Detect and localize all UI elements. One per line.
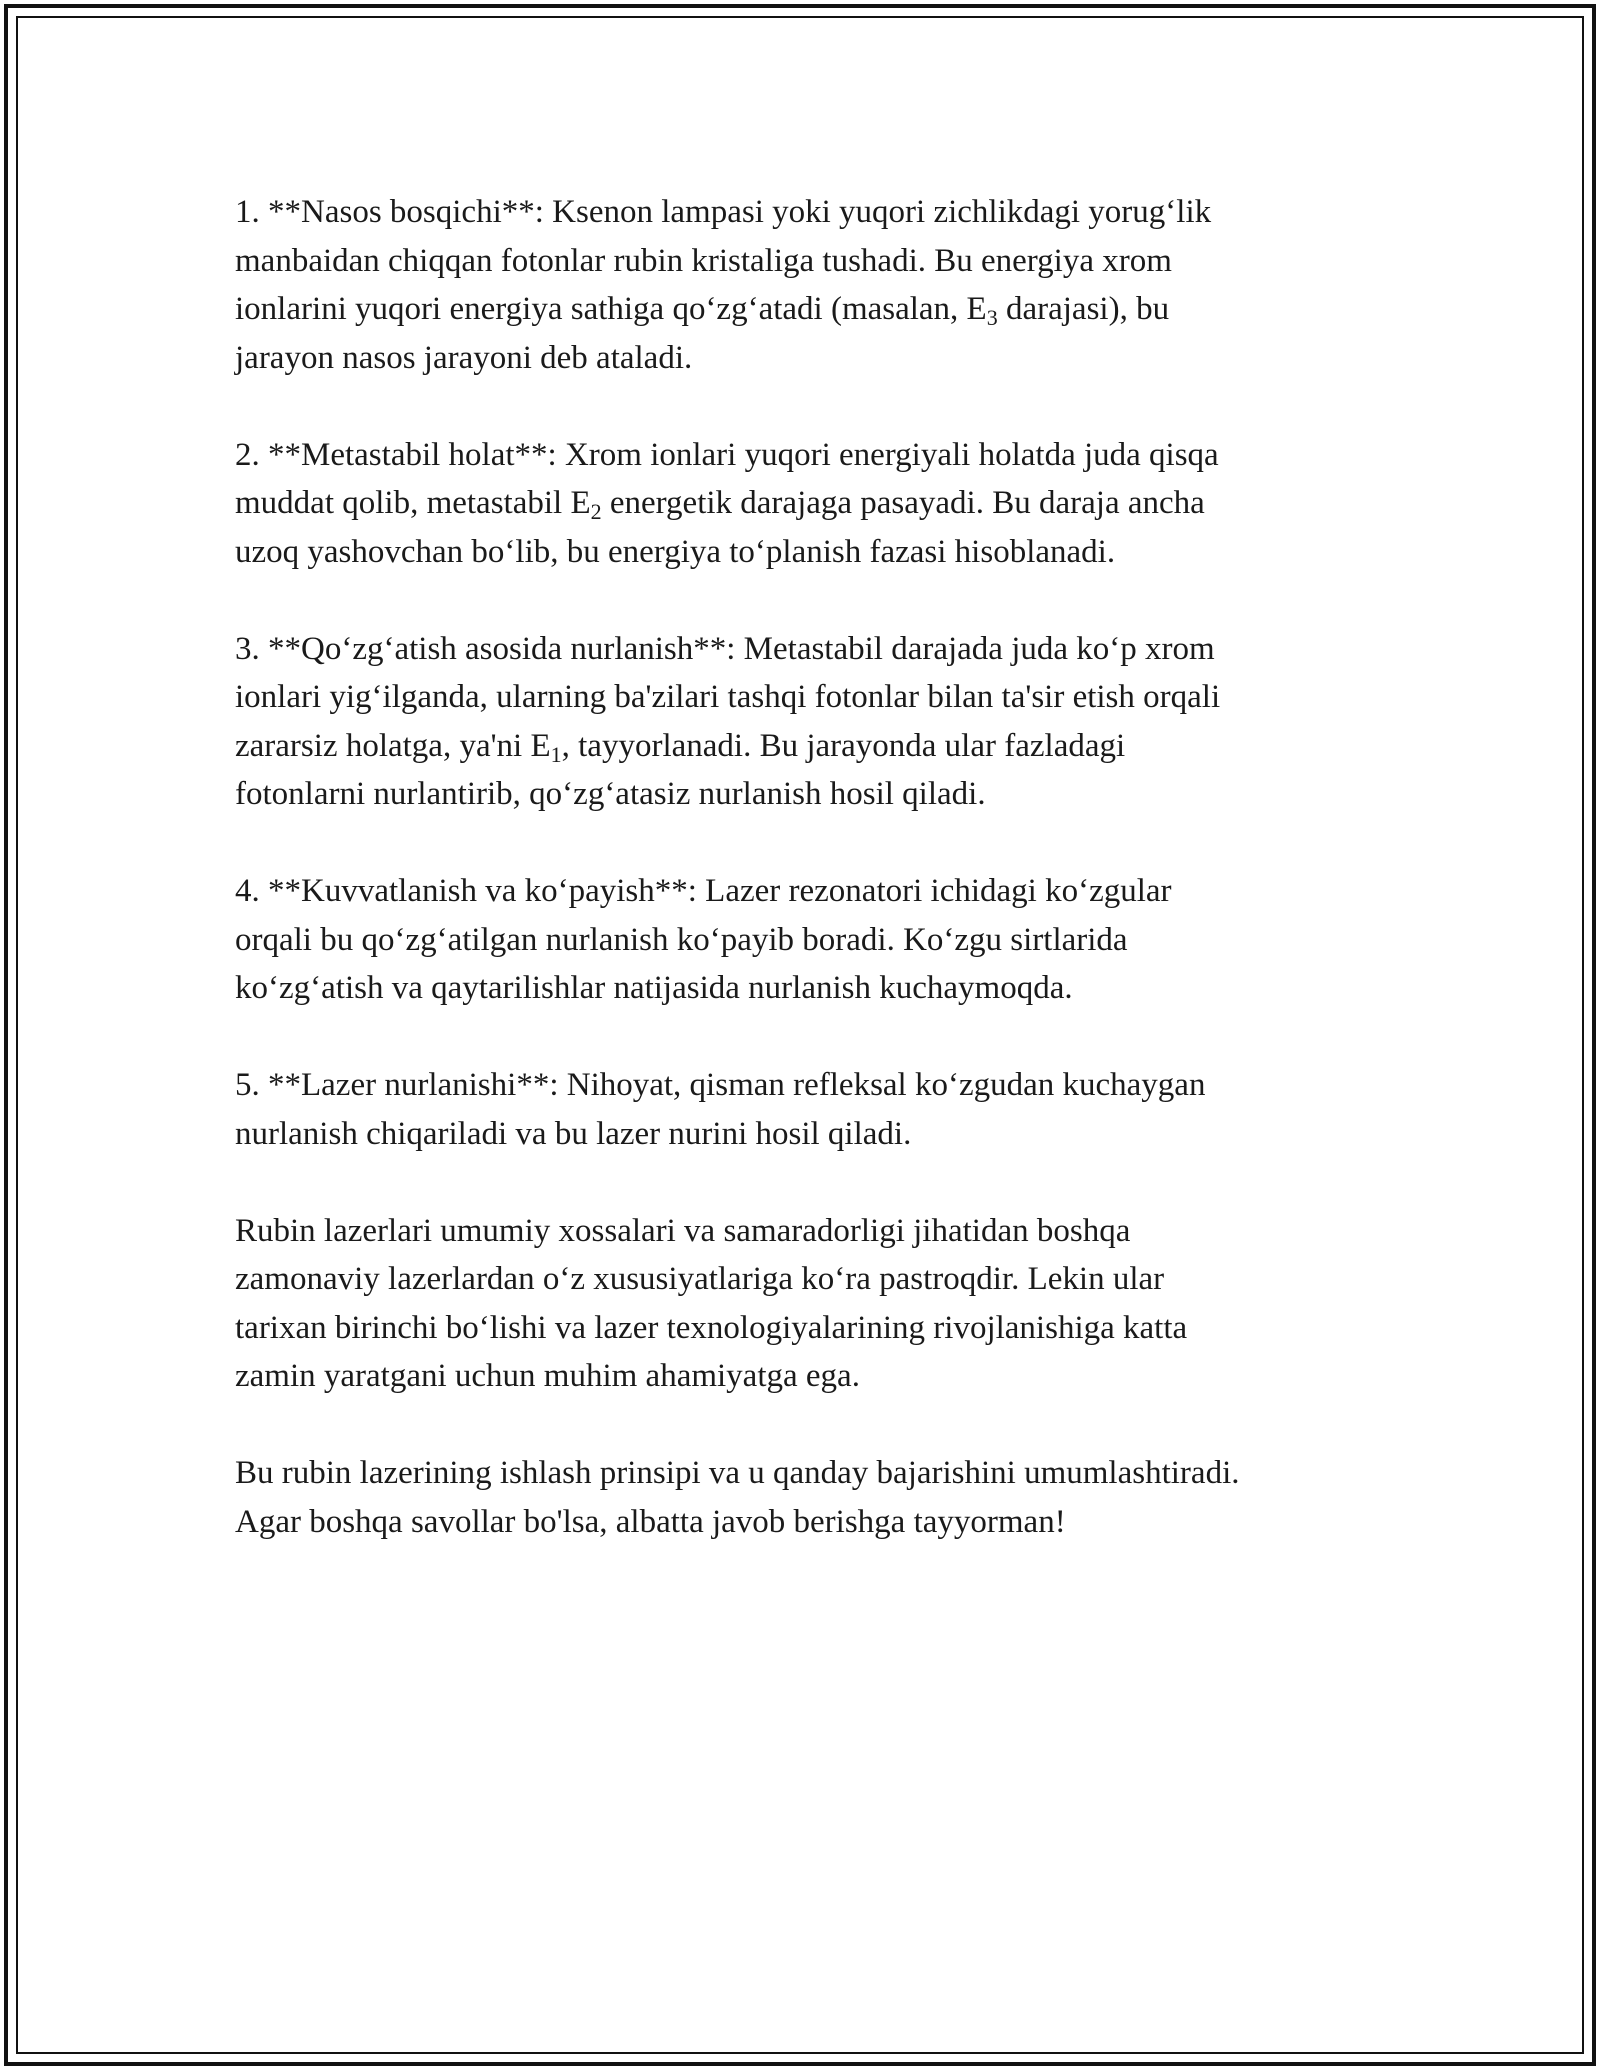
text-run: darajasi), bu [997, 291, 1170, 327]
text-line: 2. **Metastabil holat**: Xrom ionlari yuqori energiyali holatda juda qisqa [235, 436, 1219, 473]
paragraph-step-4 [235, 867, 1375, 1013]
subscript: 2 [590, 499, 602, 524]
text-line: 1. **Nasos bosqichi**: Ksenon lampasi yoki yuqori zichlikdagi yorugʻlik [235, 194, 1212, 230]
text-line: 4. **Kuvvatlanish va koʻpayish**: Lazer rezonatori ichidagi koʻzgular [235, 873, 1172, 909]
text-line: Rubin lazerlari umumiy xossalari va samaradorligi jihatidan boshqa [235, 1212, 1131, 1249]
text-line: 3. **Qoʻzgʻatish asosida nurlanish**: Metastabil darajada juda koʻp xrom [235, 630, 1215, 667]
text-line: koʻzgʻatish va qaytarilishlar natijasida nurlanish kuchaymoqda. [235, 970, 1073, 1006]
text-run: ionlarini yuqori energiya sathiga qoʻzgʻatadi (masalan, E [235, 291, 987, 327]
text-line: 5. **Lazer nurlanishi**: Nihoyat, qisman refleksal koʻzgudan kuchaygan [235, 1067, 1206, 1103]
text-line: manbaidan chiqqan fotonlar rubin kristaliga tushadi. Bu energiya xrom [235, 242, 1172, 279]
text-line: nurlanish chiqariladi va bu lazer nurini hosil qiladi. [235, 1115, 912, 1152]
text-line: tarixan birinchi boʻlishi va lazer texnologiyalarining rivojlanishiga katta [235, 1309, 1188, 1346]
text-line [235, 722, 1375, 771]
paragraph-step-1 [235, 188, 1375, 382]
document-body [235, 188, 1375, 1546]
text-line: uzoq yashovchan boʻlib, bu energiya toʻplanish fazasi hisoblanadi. [235, 533, 1116, 570]
text-line: fotonlarni nurlantirib, qoʻzgʻatasiz nurlanish hosil qiladi. [235, 776, 986, 812]
paragraph-step-2 [235, 431, 1375, 577]
text-run: muddat qolib, metastabil E [235, 485, 591, 521]
paragraph-summary [235, 1207, 1375, 1401]
text-line: zamonaviy lazerlardan oʻz xususiyatlariga koʻra pastroqdir. Lekin ular [235, 1261, 1165, 1297]
text-line: Agar boshqa savollar bo'lsa, albatta javob berishga tayyorman! [235, 1503, 1066, 1540]
text-run: , tayyorlanadi. Bu jarayonda ular fazladagi [561, 727, 1126, 764]
text-line: zamin yaratgani uchun muhim ahamiyatga ega. [235, 1358, 860, 1394]
text-line: ionlari yigʻilganda, ularning ba'zilari tashqi fotonlar bilan ta'sir etish orqali [235, 679, 1221, 715]
text-line [235, 285, 1375, 334]
text-line [235, 479, 1375, 528]
text-line: orqali bu qoʻzgʻatilgan nurlanish koʻpayib boradi. Koʻzgu sirtlarida [235, 921, 1128, 958]
subscript: 3 [986, 305, 998, 330]
text-line: Bu rubin lazerining ishlash prinsipi va u qanday bajarishini umumlashtiradi. [235, 1455, 1240, 1491]
text-run: energetik darajaga pasayadi. Bu daraja ancha [601, 485, 1205, 521]
subscript: 1 [550, 741, 562, 767]
paragraph-step-5 [235, 1061, 1375, 1158]
paragraph-step-3 [235, 625, 1375, 819]
paragraph-closing [235, 1449, 1375, 1546]
text-run: zararsiz holatga, ya'ni E [235, 727, 551, 764]
text-line: jarayon nasos jarayoni deb ataladi. [235, 339, 693, 376]
